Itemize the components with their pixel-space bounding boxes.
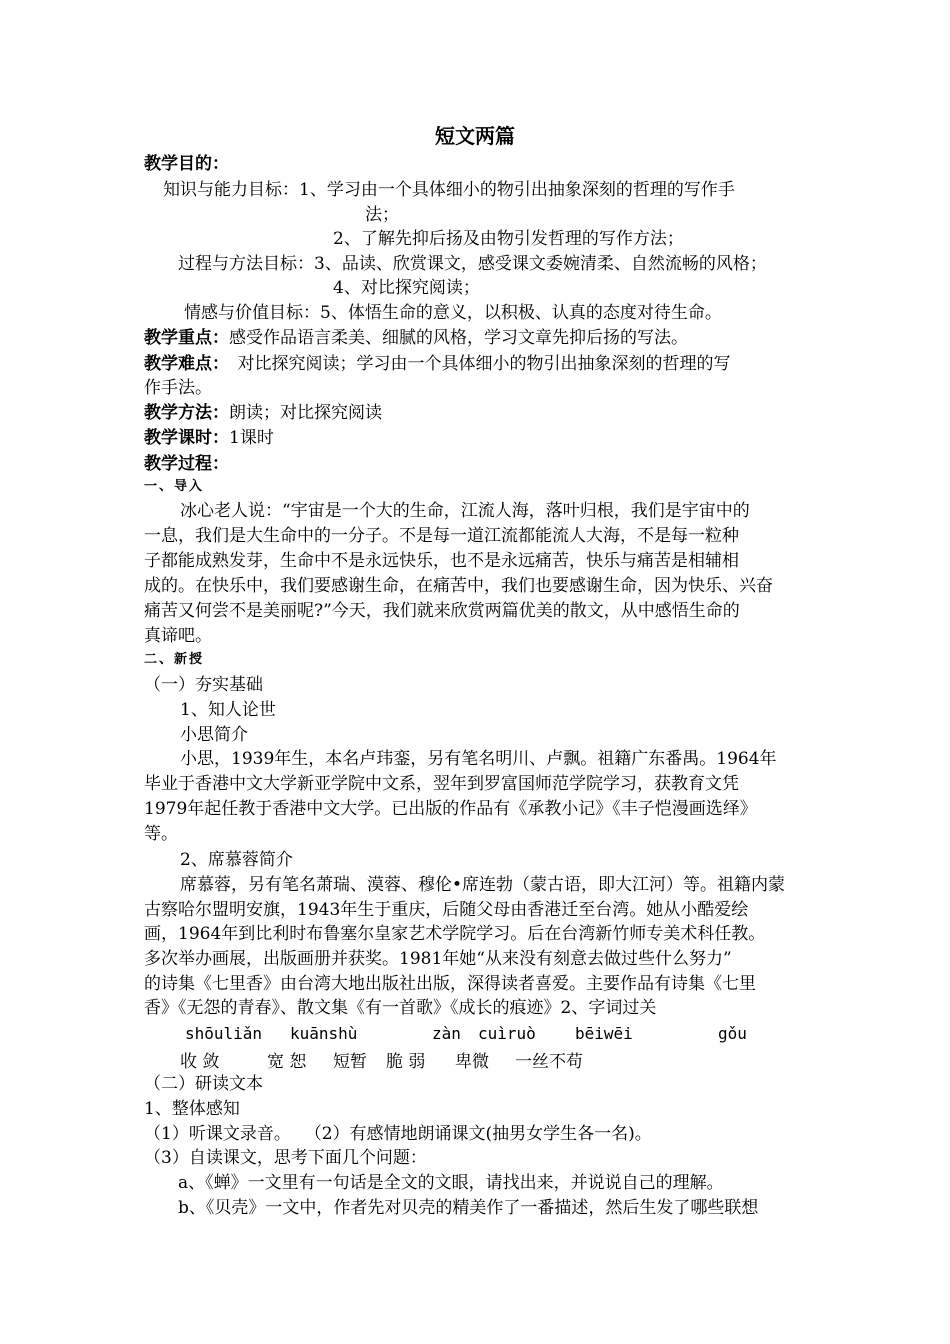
difficulty-text: 对比探究阅读；学习由一个具体细小的物引出抽象深刻的哲理的写 (220, 354, 731, 374)
question-b: b、《贝壳》一文中，作者先对贝壳的精美作了一番描述，然后生发了哪些联想 (178, 1198, 759, 1218)
objectives-label: 教学目的： (144, 154, 229, 174)
hours (144, 426, 274, 450)
vocab-word: 收 敛 (180, 1052, 220, 1072)
vocab-word: 脆 弱 (386, 1052, 426, 1072)
key-point (144, 326, 688, 350)
xiaosi-line: 小思，1939年生，本名卢玮銮，另有笔名明川、卢飘。祖籍广东番禺。1964年 (180, 749, 777, 769)
question-a: a、《蝉》一文里有一句话是全文的文眼，请找出来，并说说自己的理解。 (178, 1173, 724, 1193)
item-know-author: 1、知人论世 (180, 700, 276, 720)
pinyin: bēiwēi (575, 1024, 633, 1043)
difficulty-text-2: 作手法。 (144, 378, 212, 398)
pinyin: kuānshù (290, 1024, 358, 1043)
objective-process-2: 4、对比探究阅读； (333, 278, 480, 298)
method-text: 朗读；对比探究阅读 (229, 403, 382, 423)
vocab-word: 宽 恕 (267, 1052, 307, 1072)
intro-line: 子都能成熟发芽，生命中不是永远快乐，也不是永远痛苦，快乐与痛苦是相辅相 (144, 551, 739, 571)
pinyin: gǒu (718, 1024, 747, 1043)
pinyin: cuìruò (478, 1024, 536, 1043)
objective-emotion: 情感与价值目标：5、体悟生命的意义，以积极、认真的态度对待生命。 (184, 303, 722, 323)
objective-knowledge-cont: 法； (365, 205, 399, 225)
subsection-basics: （一）夯实基础 (144, 675, 263, 695)
difficulty (144, 352, 731, 376)
vocab-word: 短暂 (333, 1052, 367, 1072)
intro-line: 一息，我们是大生命中的一分子。不是每一道江流都能流人大海，不是每一粒种 (144, 526, 739, 546)
hours-text: 1课时 (229, 428, 274, 448)
document-title: 短文两篇 (435, 124, 515, 148)
objective-process: 过程与方法目标：3、品读、欣赏课文，感受课文委婉清柔、自然流畅的风格； (178, 254, 767, 274)
section-intro-heading: 一、导入 (144, 479, 205, 494)
intro-line: 成的。在快乐中，我们要感谢生命，在痛苦中，我们也要感谢生命，因为快乐、兴奋 (144, 576, 773, 596)
overall-perception: 1、整体感知 (144, 1099, 240, 1119)
step-listen-read: （1）听课文录音。 （2）有感情地朗诵课文(抽男女学生各一名)。 (144, 1124, 652, 1144)
xiaosi-line: 等。 (144, 824, 178, 844)
hours-label: 教学课时： (144, 428, 229, 448)
xiaosi-line: 毕业于香港中文大学新亚学院中文系，翌年到罗富国师范学院学习，获教育文凭 (144, 774, 739, 794)
xi-heading: 2、席慕蓉简介 (180, 850, 293, 870)
difficulty-label: 教学难点： (144, 354, 221, 374)
section-new-heading: 二、新授 (144, 652, 205, 667)
objective-knowledge-2: 2、了解先抑后扬及由物引发哲理的写作方法； (333, 229, 684, 249)
step-self-read: （3）自读课文，思考下面几个问题： (144, 1148, 427, 1168)
method (144, 401, 382, 425)
xi-line: 的诗集《七里香》由台湾大地出版社出版，深得读者喜爱。主要作品有诗集《七里 (144, 974, 756, 994)
pinyin: shōuliǎn (185, 1024, 263, 1043)
xiaosi-line: 1979年起任教于香港中文大学。已出版的作品有《承教小记》《丰子恺漫画选绎》 (144, 799, 757, 819)
intro-line: 冰心老人说：“宇宙是一个大的生命，江流人海，落叶归根，我们是宇宙中的 (180, 501, 750, 521)
xi-line: 多次举办画展，出版画册并获奖。1981年她“从来没有刻意去做过些什么努力” (144, 949, 732, 969)
vocab-word: 一丝不苟 (515, 1052, 583, 1072)
xi-line: 画，1964年到比利时布鲁塞尔皇家艺术学院学习。后在台湾新竹师专美术科任教。 (144, 924, 766, 944)
subsection-study: （二）研读文本 (144, 1074, 263, 1094)
vocab-word: 卑微 (455, 1052, 489, 1072)
key-label: 教学重点： (144, 328, 229, 348)
process-label: 教学过程： (144, 454, 229, 474)
xi-line: 古察哈尔盟明安旗，1943年生于重庆，后随父母由香港迁至台湾。她从小酷爱绘 (144, 900, 749, 920)
objective-knowledge: 知识与能力目标：1、学习由一个具体细小的物引出抽象深刻的哲理的写作手 (163, 180, 735, 200)
key-text: 感受作品语言柔美、细腻的风格，学习文章先抑后扬的写法。 (229, 328, 688, 348)
intro-line: 痛苦又何尝不是美丽呢?”今天，我们就来欣赏两篇优美的散文，从中感悟生命的 (144, 601, 740, 621)
xi-line: 香》《无怨的青春》、散文集《有一首歌》《成长的痕迹》2、字词过关 (144, 998, 657, 1018)
pinyin: zàn (432, 1024, 461, 1043)
xi-line: 席慕蓉，另有笔名萧瑞、漠蓉、穆伦•席连勃（蒙古语，即大江河）等。祖籍内蒙 (180, 875, 786, 895)
method-label: 教学方法： (144, 403, 229, 423)
intro-line: 真谛吧。 (144, 626, 212, 646)
xiaosi-heading: 小思简介 (180, 725, 248, 745)
